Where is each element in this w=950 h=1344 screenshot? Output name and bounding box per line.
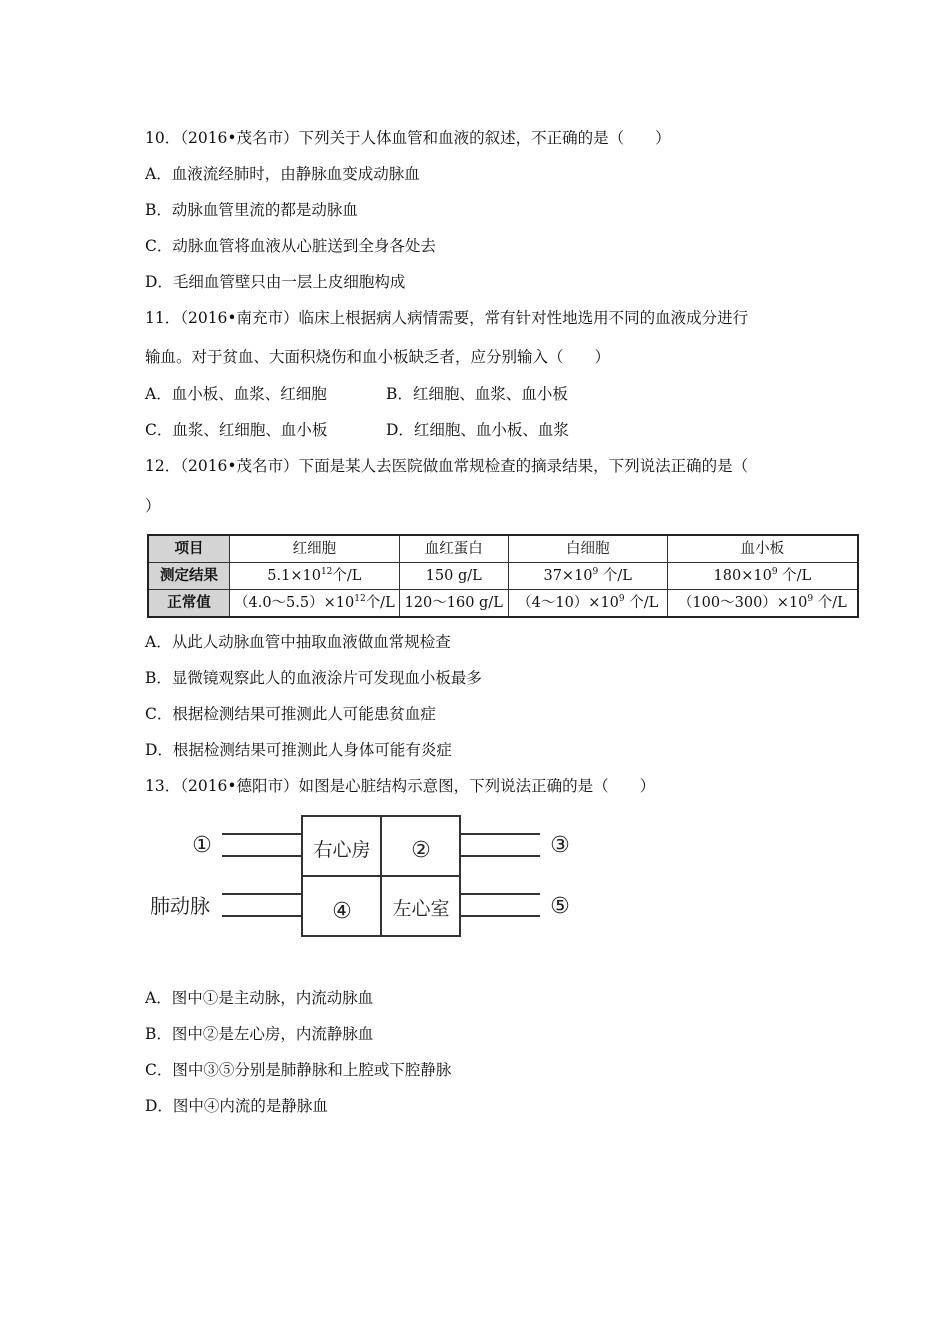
q13-stem: 13．（2016•德阳市）如图是心脏结构示意图，下列说法正确的是（ ）: [145, 777, 656, 795]
q13-option-a: A．图中①是主动脉，内流动脉血: [145, 989, 374, 1007]
cell-exponent: 12: [320, 567, 333, 577]
cell-base: （4～10）×10: [517, 595, 619, 611]
cell-base: 150 g/L: [425, 568, 482, 584]
table-header-row: [148, 535, 858, 563]
q11-stem-line2: 输血。对于贫血、大面积烧伤和血小板缺乏者，应分别输入（ ）: [145, 348, 611, 366]
table-cell: [508, 590, 667, 618]
table-cell: [230, 563, 400, 590]
table-row-label: 测定结果: [148, 563, 230, 590]
cell-exponent: 12: [354, 594, 366, 604]
heart-structure-diagram: [140, 808, 580, 944]
table-header-cell: 项目: [148, 535, 230, 563]
table-cell: [230, 590, 400, 618]
cell-unit: 个/L: [598, 568, 632, 584]
table-header-cell: 血红蛋白: [399, 535, 508, 563]
q11-stem-line1: 11．（2016•南充市）临床上根据病人病情需要，常有针对性地选用不同的血液成分进行: [145, 309, 749, 327]
q12-option-b: B．显微镜观察此人的血液涂片可发现血小板最多: [145, 669, 482, 687]
label-3: ③: [550, 833, 570, 858]
table-row: [148, 563, 858, 590]
cell-unit: 个/L: [777, 568, 812, 584]
q13-option-c: C．图中③⑤分别是肺静脉和上腔或下腔静脉: [145, 1061, 452, 1079]
cell-base: （100～300）×10: [677, 595, 808, 611]
table-row-label: 正常值: [148, 590, 230, 618]
q11-option-d: D．红细胞、血小板、血浆: [386, 421, 569, 439]
q12-option-c: C．根据检测结果可推测此人可能患贫血症: [145, 705, 436, 723]
cell-exponent: 9: [807, 594, 814, 604]
q12-option-a: A．从此人动脉血管中抽取血液做血常规检查: [145, 633, 451, 651]
table-header-cell: 红细胞: [230, 535, 400, 563]
cell-base: 37×10: [543, 568, 593, 584]
blood-test-table: [147, 534, 859, 618]
label-right-atrium: 右心房: [313, 839, 371, 861]
q10-option-a: A．血液流经肺时，由静脉血变成动脉血: [145, 165, 420, 183]
q10-option-b: B．动脉血管里流的都是动脉血: [145, 201, 358, 219]
label-pulmonary-artery: 肺动脉: [150, 894, 210, 918]
cell-exponent: 9: [771, 567, 778, 577]
q11-option-b: B．红细胞、血浆、血小板: [386, 385, 568, 403]
q10-stem: 10．（2016•茂名市）下列关于人体血管和血液的叙述，不正确的是（ ）: [145, 129, 671, 147]
q12-stem-line2: ）: [145, 497, 161, 515]
q12-stem-line1: 12．（2016•茂名市）下面是某人去医院做血常规检查的摘录结果，下列说法正确的是（: [145, 457, 749, 475]
q11-option-c: C．血浆、红细胞、血小板: [145, 421, 328, 439]
table-cell: [508, 563, 667, 590]
cell-exponent: 9: [618, 594, 625, 604]
table-header-cell: 白细胞: [508, 535, 667, 563]
table-header-cell: 血小板: [667, 535, 858, 563]
cell-base: （4.0～5.5）×10: [234, 595, 355, 611]
table-row: [148, 590, 858, 618]
cell-unit: 个/L: [624, 595, 659, 611]
label-4: ④: [332, 899, 352, 924]
cell-unit: 个/L: [332, 568, 362, 584]
q12-option-d: D．根据检测结果可推测此人身体可能有炎症: [145, 741, 452, 759]
table-cell: [667, 563, 858, 590]
cell-exponent: 9: [592, 567, 599, 577]
table-cell: [399, 563, 508, 590]
q10-option-c: C．动脉血管将血液从心脏送到全身各处去: [145, 237, 436, 255]
q10-option-d: D．毛细血管壁只由一层上皮细胞构成: [145, 273, 406, 291]
label-left-ventricle: 左心室: [392, 898, 450, 920]
cell-unit: 个/L: [813, 595, 847, 611]
label-5: ⑤: [550, 894, 570, 919]
label-2: ②: [411, 838, 431, 863]
cell-base: 120～160 g/L: [404, 595, 503, 611]
table-cell: [399, 590, 508, 618]
cell-base: 5.1×10: [267, 568, 321, 584]
q11-option-a: A．血小板、血浆、红细胞: [145, 385, 327, 403]
label-1: ①: [192, 833, 212, 858]
q13-option-d: D．图中④内流的是静脉血: [145, 1097, 328, 1115]
cell-unit: 个/L: [365, 595, 395, 611]
cell-base: 180×10: [713, 568, 772, 584]
q13-option-b: B．图中②是左心房，内流静脉血: [145, 1025, 374, 1043]
table-cell: [667, 590, 858, 618]
